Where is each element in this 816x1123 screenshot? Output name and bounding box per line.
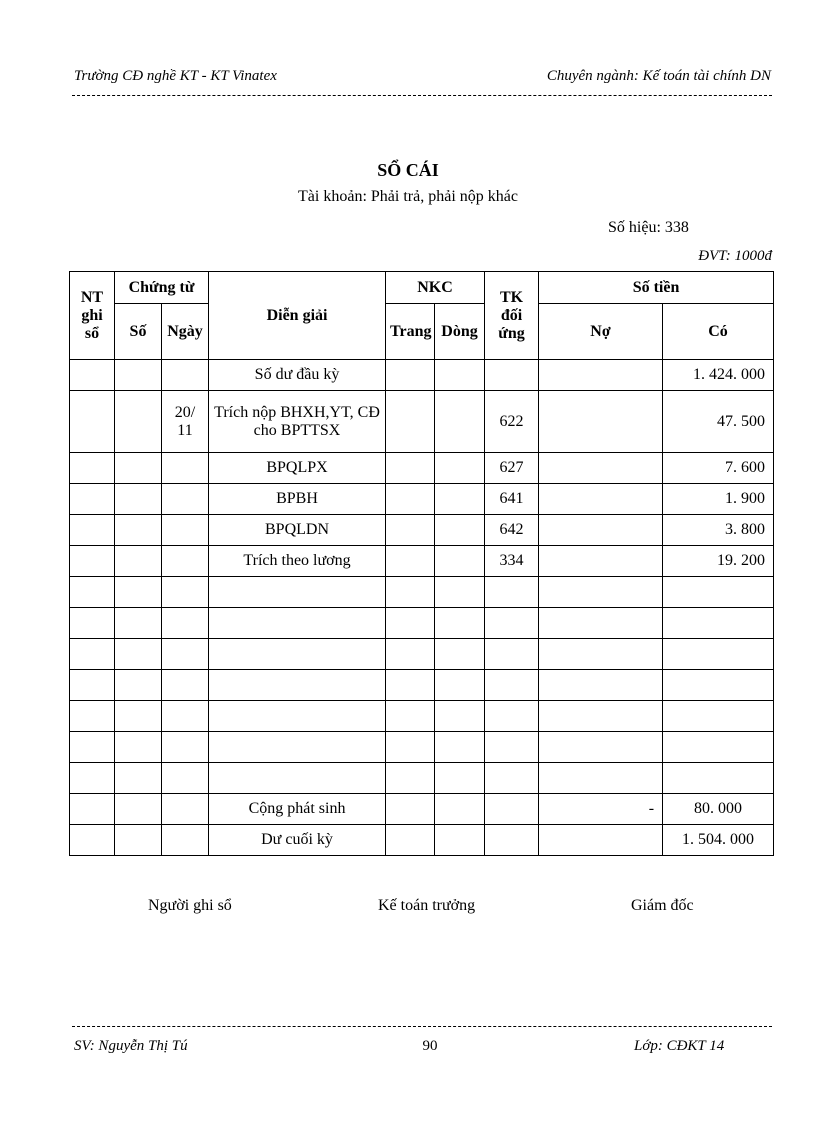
table-row [70,391,774,453]
cell-ngay [162,453,209,484]
cell-no [539,546,663,577]
header-co: Có [663,304,774,360]
header-so: Số [115,304,162,360]
table-row [70,515,774,546]
ledger-table [69,271,774,856]
cell-co: 47. 500 [663,391,774,453]
total-row [70,794,774,825]
cell-ngay [162,484,209,515]
table-row [70,484,774,515]
closing-balance-row [70,825,774,856]
cell-so [115,484,162,515]
header-ngay: Ngày [162,304,209,360]
empty-row [70,701,774,732]
page-title: SỔ CÁI [377,160,439,180]
header-divider [72,95,772,96]
cell-trang [386,484,435,515]
cell-trang [386,546,435,577]
cell-no [539,515,663,546]
table-row [70,453,774,484]
empty-row [70,639,774,670]
cell-dong [435,546,485,577]
header-school: Trường CĐ nghề KT - KT Vinatex [74,68,277,84]
cell-no [539,453,663,484]
opening-balance-row [70,360,774,391]
cell-dien-giai: BPQLPX [209,453,386,484]
cell-tk: 622 [485,391,539,453]
total-co: 80. 000 [663,794,774,825]
closing-balance-co: 1. 504. 000 [663,825,774,856]
header-dong: Dòng [435,304,485,360]
footer-divider [72,1026,772,1027]
empty-row [70,577,774,608]
cell-trang [386,391,435,453]
page-number: 90 [422,1038,438,1054]
header-nt-ghi-so: NT ghi sổ [70,272,115,360]
cell-dong [435,453,485,484]
cell-so [115,546,162,577]
cell-tk: 334 [485,546,539,577]
cell-nt [70,515,115,546]
cell-dien-giai: BPQLDN [209,515,386,546]
empty-row [70,608,774,639]
cell-ngay [162,515,209,546]
cell-co: 7. 600 [663,453,774,484]
cell-dien-giai: Trích nộp BHXH,YT, CĐ cho BPTTSX [209,391,386,453]
cell-nt [70,391,115,453]
cell-no [539,391,663,453]
account-number: Số hiệu: 338 [608,219,689,236]
signature-director: Giám đốc [631,897,694,914]
header-nkc: NKC [386,272,485,304]
cell-dong [435,484,485,515]
cell-nt [70,484,115,515]
signature-recorder: Người ghi sổ [148,897,232,914]
header-no: Nợ [539,304,663,360]
cell-trang [386,515,435,546]
cell-trang [386,453,435,484]
footer-student: SV: Nguyễn Thị Tú [74,1038,188,1054]
cell-tk: 627 [485,453,539,484]
cell-dien-giai: BPBH [209,484,386,515]
cell-nt [70,546,115,577]
cell-tk: 642 [485,515,539,546]
opening-balance-co: 1. 424. 000 [663,360,774,391]
cell-dong [435,391,485,453]
cell-co: 19. 200 [663,546,774,577]
empty-row [70,670,774,701]
cell-ngay [162,546,209,577]
cell-so [115,515,162,546]
unit-label: ĐVT: 1000đ [698,248,772,264]
cell-so [115,453,162,484]
header-so-tien: Số tiền [539,272,774,304]
cell-dong [435,515,485,546]
empty-row [70,763,774,794]
signature-chief-accountant: Kế toán trưởng [378,897,476,914]
cell-co: 1. 900 [663,484,774,515]
header-major: Chuyên ngành: Kế toán tài chính DN [546,68,771,84]
cell-nt [70,453,115,484]
footer-class: Lớp: CĐKT 14 [634,1038,725,1054]
header-dien-giai: Diễn giải [209,272,386,360]
empty-row [70,732,774,763]
cell-tk: 641 [485,484,539,515]
account-name: Tài khoản: Phải trả, phải nộp khác [298,188,518,205]
header-trang: Trang [386,304,435,360]
cell-no [539,484,663,515]
cell-ngay: 20/ 11 [162,391,209,453]
table-row [70,546,774,577]
cell-co: 3. 800 [663,515,774,546]
cell-dien-giai: Trích theo lương [209,546,386,577]
opening-balance-label: Số dư đầu kỳ [209,360,386,391]
total-label: Cộng phát sinh [209,794,386,825]
header-chung-tu: Chứng từ [115,272,209,304]
total-no: - [539,794,663,825]
cell-so [115,391,162,453]
closing-balance-label: Dư cuối kỳ [209,825,386,856]
header-tk-doi-ung: TK đối ứng [485,272,539,360]
